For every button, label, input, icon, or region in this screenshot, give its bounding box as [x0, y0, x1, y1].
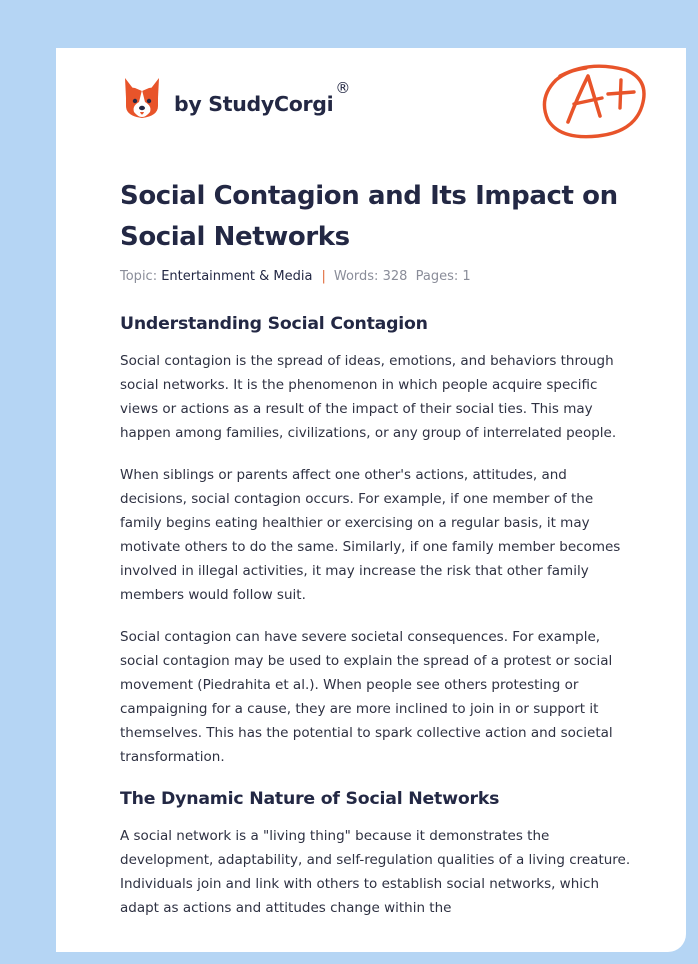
topic-link[interactable]: Entertainment & Media	[161, 269, 313, 284]
meta-separator: |	[321, 269, 326, 284]
document-card	[56, 48, 686, 952]
topic-label: Topic:	[120, 269, 158, 284]
registered-mark: ®	[335, 79, 351, 97]
brand-name: by StudyCorgi®	[174, 79, 351, 116]
a-plus-grade-stamp	[538, 58, 650, 140]
section-heading: The Dynamic Nature of Social Networks	[120, 789, 500, 809]
studycorgi-logo[interactable]	[122, 76, 350, 120]
section-heading: Understanding Social Contagion	[120, 314, 428, 334]
article-body	[120, 312, 635, 920]
page-title: Social Contagion and Its Impact on Social Networks	[120, 181, 618, 252]
corgi-icon	[122, 76, 162, 120]
paragraph: A social network is a "living thing" because it demonstrates the development, adaptability, and self-regulation qualities of a living creature. Individuals join and link with others to establish social networks, which adapt as actions and attitudes change within the	[120, 828, 631, 916]
page-count: Pages: 1	[415, 269, 471, 284]
paragraph: Social contagion is the spread of ideas, emotions, and behaviors through social networks. It is the phenomenon in which people acquire specific views or actions as a result of the impact of their social ties. This may happen among families, civilizations, or any group of interrelated people.	[120, 353, 617, 441]
article-meta	[120, 269, 471, 284]
word-count: Words: 328	[333, 269, 408, 284]
paragraph: Social contagion can have severe societal consequences. For example, social contagion may be used to explain the spread of a protest or social movement (Piedrahita et al.). When people see others protesting or campaigning for a cause, they are more inclined to join in or support it themselves. This has the potential to spark collective action and societal transformation.	[120, 629, 613, 765]
paragraph: When siblings or parents affect one other's actions, attitudes, and decisions, social contagion occurs. For example, if one member of the family begins eating healthier or exercising on a regular basis, it may motivate others to do the same. Similarly, if one family member becomes involved in illegal activities, it may increase the risk that other family members would follow suit.	[120, 467, 621, 603]
